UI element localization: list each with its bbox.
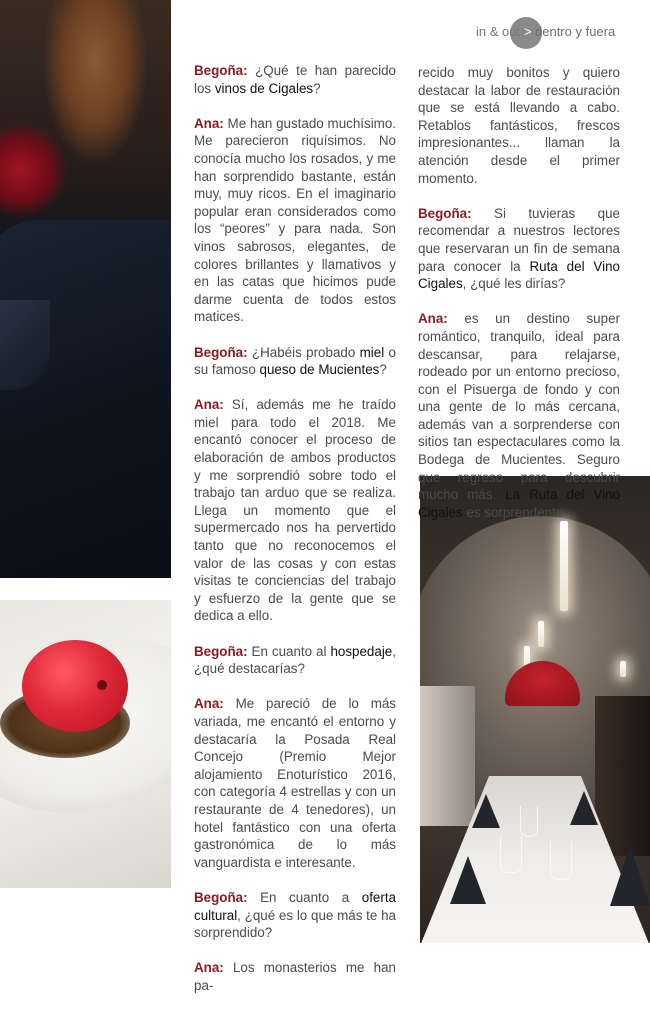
speaker-label: Ana: <box>194 696 224 712</box>
paragraph-text: recido muy bonitos y quiero destacar la labor de restauración que se está llevando a cabo. Retablos fantásticos, frescos impresionantes... llaman la atención desde el primer momento. <box>418 65 620 186</box>
portrait-photo <box>0 0 171 578</box>
article-column-left <box>194 62 396 1012</box>
speaker-label: Begoña: <box>418 205 472 221</box>
speaker-label: Begoña: <box>194 643 248 659</box>
highlight-term: hospedaje <box>330 643 393 659</box>
highlight-term: queso de Mucientes <box>259 362 380 378</box>
paragraph-tail: , ¿qué destacarías? <box>194 643 396 677</box>
coat-shape <box>0 220 171 578</box>
interview-paragraph <box>194 115 396 326</box>
paragraph-tail: ? <box>379 362 387 378</box>
highlight-term: La Ruta del Vino Cigales <box>418 487 620 520</box>
interview-paragraph <box>194 959 396 994</box>
speaker-label: Ana: <box>194 115 224 131</box>
paragraph-text: En cuanto a <box>247 889 362 905</box>
section-separator: > <box>524 24 532 39</box>
speaker-label: Ana: <box>418 311 448 327</box>
interview-paragraph <box>194 396 396 625</box>
paragraph-text: En cuanto al <box>247 643 331 659</box>
article-column-right <box>418 64 620 539</box>
highlight-term: Ruta del Vino Cigales <box>418 258 620 292</box>
cellar-wall-left <box>420 686 475 826</box>
speaker-label: Ana: <box>194 397 224 413</box>
paragraph-text: ¿Qué te han parecido los <box>194 63 396 96</box>
highlight-term: miel <box>359 344 385 360</box>
paragraph-text: es un destino super romántico, tranquilo, ideal para descansar, para relajarse, rodeado por un entorno precioso, con el Pisuerga de fondo y con una gente de lo más cercana, además van a sorprenderse con sitios tan espectaculares como la Bodega de Mucientes. Seguro que regreso para descubrir mucho más. <box>418 311 620 503</box>
paragraph-tail: ? <box>313 80 321 96</box>
interview-paragraph <box>418 310 620 521</box>
interview-paragraph <box>418 64 620 187</box>
speaker-label: Begoña: <box>194 344 248 360</box>
interview-paragraph <box>194 643 396 678</box>
interview-paragraph <box>194 62 396 97</box>
section-label-spanish: dentro y fuera <box>535 24 616 39</box>
speaker-label: Begoña: <box>194 63 248 78</box>
paragraph-tail: , ¿qué les dirías? <box>462 276 566 292</box>
paragraph-text: Sí, además me he traído miel para todo el 2018. Me encantó conocer el proceso de elaboración de ambos productos y me sorprendió sobre todo el trabajo tan arduo que se realiza. Llega un momento que el supermercado nos ha pervertido tanto que no reconocemos el valor de las cosas y con estas visitas te conciencias del trabajo y esfuerzo de la gente que se dedica a ello. <box>194 397 396 624</box>
paragraph-text: Si tuvieras que recomendar a nuestros lectores que reservaran un fin de semana para conocer la <box>418 205 620 274</box>
hanging-lamp <box>620 661 626 677</box>
wine-glass <box>550 841 572 880</box>
interview-paragraph <box>194 889 396 942</box>
paragraph-text: Me han gustado muchísimo. Me parecieron riquísimos. No conocía mucho los rosados, y me han sorprendido bastante, están muy, muy ricos. En el imaginario popular eran considerados como los “peores” y para nada. Son vinos sabrosos, elegantes, de colores brillantes y llamativos y en las catas que hicimos pude darme cuenta de todos estos matices. <box>194 115 396 325</box>
paragraph-tail: , ¿qué es lo que más te ha sorprendido? <box>194 907 396 941</box>
cellar-photo <box>420 476 650 943</box>
paragraph-text: ¿Habéis probado <box>247 344 360 360</box>
hanging-lamp <box>538 621 544 647</box>
interview-paragraph <box>194 695 396 871</box>
section-label: in & out <box>476 24 521 39</box>
sorbet-scoop <box>22 640 128 732</box>
speaker-label: Ana: <box>194 960 224 976</box>
interview-paragraph <box>194 344 396 379</box>
wine-glass <box>500 836 522 873</box>
paragraph-tail: o su famoso <box>194 344 396 378</box>
paragraph-text: Los monasterios me han pa- <box>194 960 396 993</box>
highlight-term: oferta cultural <box>194 889 396 923</box>
wine-glass <box>520 806 538 837</box>
highlight-term: vinos de Cigales <box>214 80 314 96</box>
interview-paragraph <box>418 205 620 293</box>
speaker-label: Begoña: <box>194 889 248 905</box>
dessert-photo <box>0 600 171 888</box>
paragraph-tail: es sorprendente. <box>462 504 567 520</box>
paragraph-text: Me pareció de lo más variada, me encantó el entorno y destacaría la Posada Real Concejo (Premio Mejor alojamiento Enoturístico 2016, con categoría 4 estrellas y con un restaurante de 4 tenedores), un hotel fantástico con una oferta gastronómica de lo más vanguardista e interesante. <box>194 696 396 870</box>
